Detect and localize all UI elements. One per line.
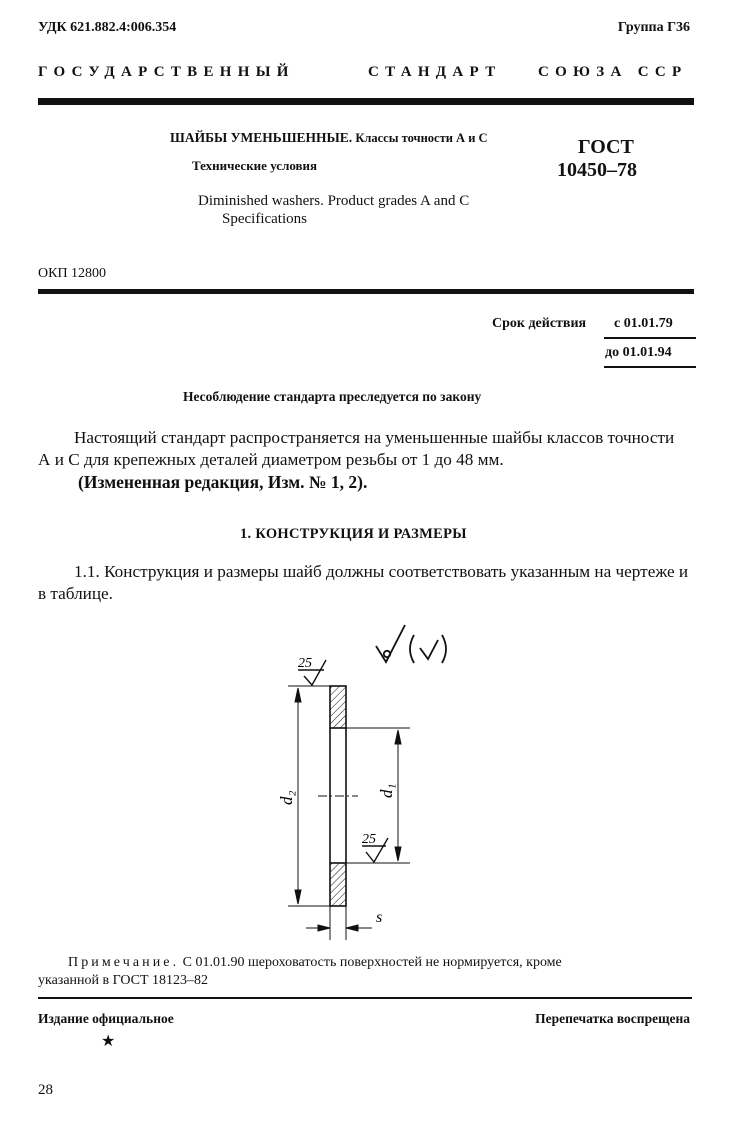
title-main-caps: ШАЙБЫ УМЕНЬШЕННЫЕ.: [170, 130, 353, 145]
banner-word-2: СТАНДАРТ: [368, 64, 502, 80]
label-s: s: [376, 909, 383, 926]
title-english-1: Diminished washers. Product grades A and C: [198, 193, 470, 209]
banner-word-3: СОЮЗА ССР: [538, 64, 688, 80]
roughness-inner-value: 25: [362, 832, 376, 847]
footer-rule: [38, 997, 692, 999]
note: [68, 955, 562, 971]
validity-label: Срок действия: [492, 316, 587, 331]
intro-amendment: (Измененная редакция, Изм. № 1, 2).: [78, 472, 368, 492]
label-d1: d₁: [377, 783, 396, 798]
gost-number: 10450–78: [557, 159, 637, 181]
washer-section-top: [330, 686, 346, 728]
note-line-2: указанной в ГОСТ 18123–82: [38, 973, 209, 988]
note-label: Примечание.: [68, 955, 180, 970]
note-text-line1: С 01.01.90 шероховатость поверхностей не нормируется, кроме: [182, 955, 562, 970]
section-1-heading: 1. КОНСТРУКЦИЯ И РАЗМЕРЫ: [240, 526, 467, 542]
roughness-top-value: 25: [298, 656, 312, 671]
validity-from: с 01.01.79: [614, 316, 673, 331]
law-notice: Несоблюдение стандарта преследуется по закону: [183, 389, 482, 404]
title-main-rest: Классы точности А и С: [355, 131, 488, 145]
section-1-1-text: 1.1. Конструкция и размеры шайб должны соответствовать указанным на чертеже и в таблице.: [38, 562, 689, 603]
title-english-2: Specifications: [222, 211, 307, 227]
group-code: Группа Г36: [617, 20, 690, 35]
edition-label: Издание официальное: [38, 1011, 174, 1026]
roughness-general-icon: [376, 625, 446, 663]
reprint-label: Перепечатка воспрещена: [535, 1011, 690, 1026]
title-sub: Технические условия: [192, 158, 318, 173]
intro-text: Настоящий стандарт распространяется на уменьшенные шайбы классов точности А и С для крепежных деталей диаметром резьбы от 1 до 48 мм.: [38, 428, 675, 469]
udc-code: УДК 621.882.4:006.354: [38, 20, 177, 35]
gost-label: ГОСТ: [578, 136, 634, 158]
banner-word-1: ГОСУДАРСТВЕННЫЙ: [38, 64, 295, 80]
star-icon: ★: [101, 1033, 116, 1050]
washer-section-bottom: [330, 863, 346, 906]
okp-code: ОКП 12800: [38, 266, 107, 281]
page-number: 28: [38, 1082, 53, 1098]
validity-to: до 01.01.94: [605, 345, 672, 360]
label-d2: d₂: [277, 790, 296, 805]
dimension-s: [306, 906, 372, 940]
